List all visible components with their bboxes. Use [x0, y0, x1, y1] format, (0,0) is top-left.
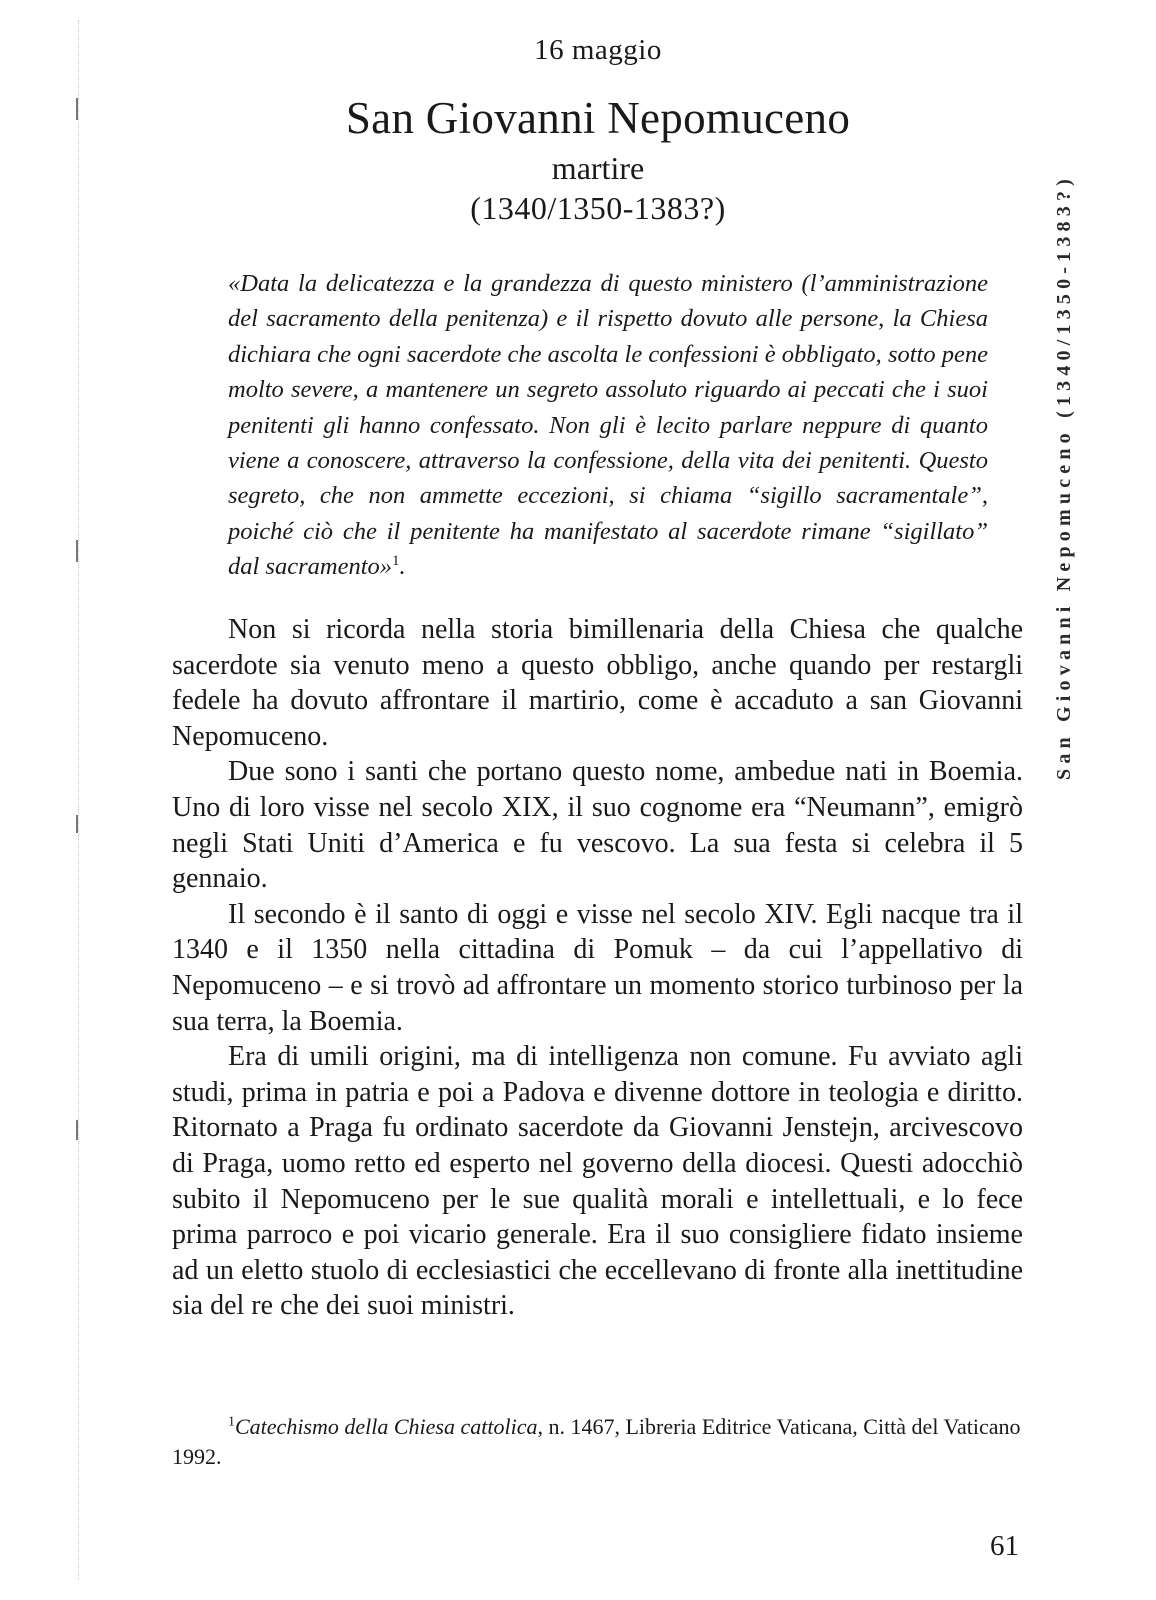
quote-text: «Data la delicatezza e la grandezza di questo ministero (l’amministrazione del sacramento della penitenza) e il rispetto dovuto alle persone, la Chiesa dichiara che ogni sacerdote che ascolta le confessioni è obbligato, sotto pene molto severe, a mantenere un segreto assoluto riguardo ai peccati che i suoi penitenti gli hanno confessato. Non gli è lecito parlare neppure di quanto viene a conoscere, attraverso la confessione, della vita dei penitenti. Questo segreto, che non ammette eccezioni, si chiama “sigillo sacramentale”, poiché ciò che il penitente ha manifestato al sacerdote rimane “sigillato” dal sacramento» — [228, 270, 988, 581]
saint-years: (1340/1350-1383?) — [470, 190, 726, 226]
binding-edge-mark — [76, 815, 78, 833]
saint-subtitle: martire — [551, 150, 645, 186]
footnote — [172, 1412, 1023, 1472]
footnote-citation: , n. 1467, Libreria Editrice Vaticana, Città del Vaticano 1992. — [172, 1414, 1021, 1469]
main-text — [172, 612, 1023, 1324]
feast-date: 16 maggio — [534, 34, 662, 66]
page-number: 61 — [990, 1530, 1019, 1562]
binding-edge-mark — [76, 1120, 78, 1140]
footnote-marker: 1 — [228, 1414, 235, 1430]
running-head: San Giovanni Nepomuceno (1340/1350-1383?) — [1053, 173, 1075, 780]
quote-end: . — [399, 553, 406, 581]
paragraph: Il secondo è il santo di oggi e visse nel secolo XIV. Egli nacque tra il 1340 e il 1350 nella cittadina di Pomuk – da cui l’appellativo di Nepomuceno – e si trovò ad affrontare un momento storico turbinoso per la sua terra, la Boemia. — [172, 898, 1023, 1037]
paragraph: Non si ricorda nella storia bimillenaria della Chiesa che qualche sacerdote sia venuto meno a questo obbligo, anche quando per restargli fedele ha dovuto affrontare il martirio, come è accaduto a san Giovanni Nepomuceno. — [172, 614, 1023, 752]
footnote-title: Catechismo della Chiesa cattolica — [235, 1414, 538, 1439]
binding-edge-line — [78, 20, 79, 1580]
paragraph: Due sono i santi che portano questo nome, ambedue nati in Boemia. Uno di loro visse nel secolo XIX, il suo cognome era “Neumann”, emigrò negli Stati Uniti d’America e fu vescovo. La sua festa si celebra il 5 gennaio. — [172, 756, 1023, 895]
epigraph-quote — [228, 266, 988, 585]
footnote-ref: 1 — [392, 553, 400, 570]
paragraph: Era di umili origini, ma di intelligenza non comune. Fu avviato agli studi, prima in patria e poi a Padova e divenne dottore in teologia e diritto. Ritornato a Praga fu ordinato sacerdote da Giovanni Jenstejn, arcivescovo di Praga, uomo retto ed esperto nel governo della diocesi. Questi adocchiò subito il Nepomuceno per le sue qualità morali e intellettuali, e lo fece prima parroco e poi vicario generale. Era il suo consigliere fidato insieme ad un eletto stuolo di ecclesiastici che eccellevano di fronte alla inettitudine sia del re che dei suoi ministri. — [172, 1041, 1023, 1322]
saint-title: San Giovanni Nepomuceno — [345, 93, 851, 143]
binding-edge-mark — [76, 540, 78, 562]
